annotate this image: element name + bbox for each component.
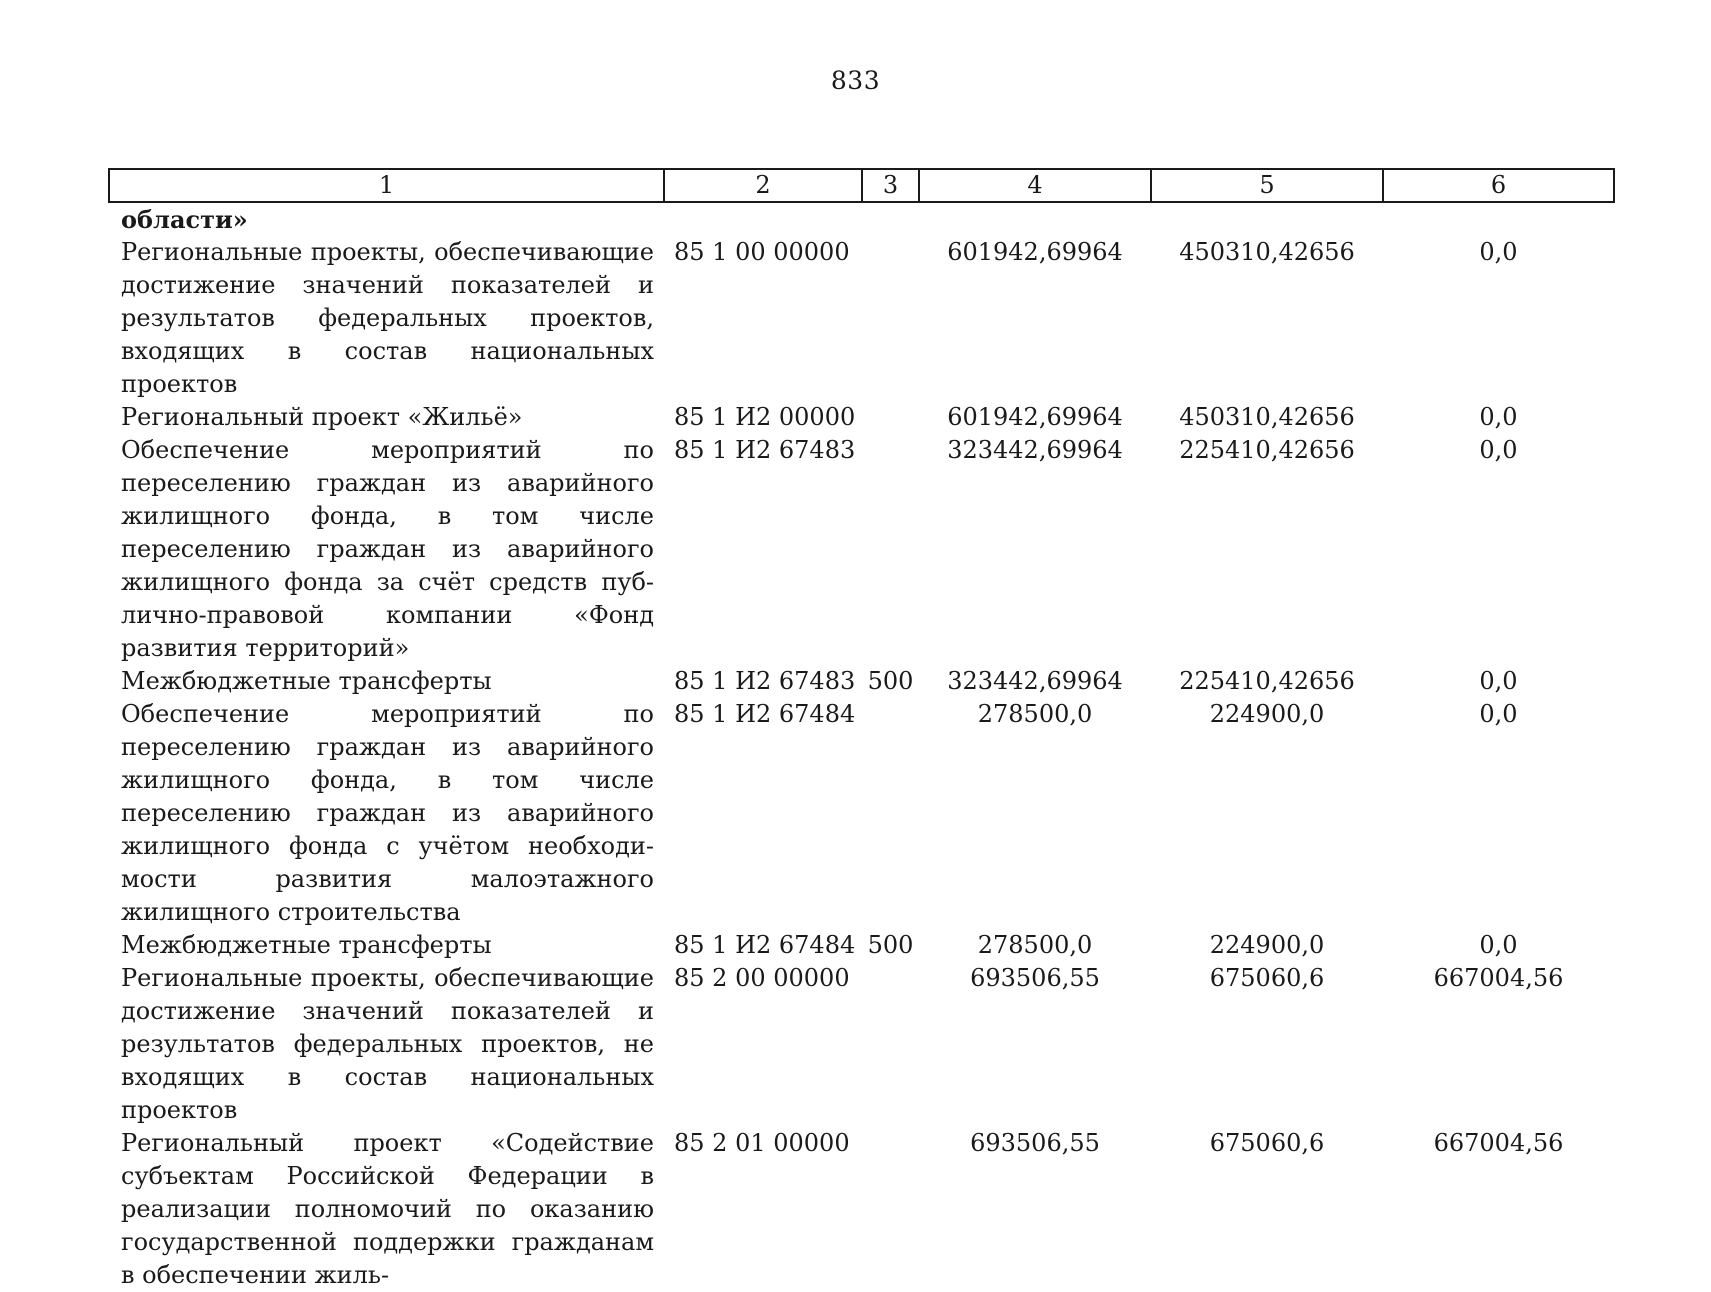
row-value-col4: 323442,69964 bbox=[947, 436, 1123, 464]
row-expense-type: 500 bbox=[867, 931, 914, 959]
row-name: Межбюджетные трансферты bbox=[121, 667, 492, 695]
row-value-col5: 225410,42656 bbox=[1179, 667, 1355, 695]
row-code: 85 1 И2 00000 bbox=[674, 403, 856, 431]
row-value-col6 bbox=[1383, 202, 1614, 236]
row-value-col6: 0,0 bbox=[1479, 931, 1518, 959]
row-value-col4: 278500,0 bbox=[977, 700, 1093, 728]
row-name: области» bbox=[121, 205, 248, 234]
row-expense-type bbox=[862, 401, 919, 434]
row-value-col4: 323442,69964 bbox=[947, 667, 1123, 695]
row-value-col6: 0,0 bbox=[1479, 403, 1518, 431]
row-name: Обеспечение мероприятий по переселению граждан из аварийного жилищного фонда, в том числе переселению граждан из аварийного жилищного фонда с учётом необходимости развития малоэтажного жилищного строительства bbox=[121, 700, 654, 926]
row-value-col5: 225410,42656 bbox=[1179, 436, 1355, 464]
row-name: Региональный проект «Содействие субъектам Российской Федерации в реализации полномочий по оказанию государственной поддержки гражданам в обеспечении жиль- bbox=[121, 1129, 654, 1289]
row-code: 85 1 И2 67484 bbox=[674, 700, 856, 728]
row-expense-type bbox=[862, 698, 919, 929]
row-value-col5: 224900,0 bbox=[1209, 700, 1325, 728]
row-name: Межбюджетные трансферты bbox=[121, 931, 492, 959]
row-name: Региональные проекты, обеспечивающие достижение значений показателей и результатов федеральных проектов, входящих в состав национальных проектов bbox=[121, 238, 654, 398]
row-code: 85 2 01 00000 bbox=[674, 1129, 850, 1157]
row-expense-type bbox=[862, 236, 919, 401]
row-expense-type bbox=[862, 1127, 919, 1292]
budget-table bbox=[108, 168, 1615, 1292]
row-value-col4 bbox=[919, 202, 1151, 236]
row-value-col5: 450310,42656 bbox=[1179, 238, 1355, 266]
row-code: 85 1 И2 67483 bbox=[674, 436, 856, 464]
column-number-1: 1 bbox=[109, 169, 664, 202]
row-code: 85 1 И2 67483 bbox=[674, 667, 856, 695]
row-value-col6: 667004,56 bbox=[1433, 1129, 1564, 1157]
row-value-col6: 667004,56 bbox=[1433, 964, 1564, 992]
table-row bbox=[109, 202, 1614, 236]
table-body bbox=[109, 202, 1614, 1292]
row-expense-type bbox=[862, 434, 919, 665]
column-number-3: 3 bbox=[862, 169, 919, 202]
column-number-4: 4 bbox=[919, 169, 1151, 202]
table-row bbox=[109, 1127, 1614, 1292]
table-row bbox=[109, 962, 1614, 1127]
row-value-col6: 0,0 bbox=[1479, 238, 1518, 266]
row-code bbox=[664, 202, 862, 236]
table-header bbox=[109, 169, 1614, 202]
row-name: Обеспечение мероприятий по переселению граждан из аварийного жилищного фонда, в том числе переселению граждан из аварийного жилищного фонда за счёт средств публично-правовой компании «Фонд развития территорий» bbox=[121, 436, 654, 662]
row-value-col6: 0,0 bbox=[1479, 436, 1518, 464]
table-row bbox=[109, 236, 1614, 401]
row-name: Региональный проект «Жильё» bbox=[121, 403, 523, 431]
row-value-col5: 450310,42656 bbox=[1179, 403, 1355, 431]
row-name: Региональные проекты, обеспечивающие достижение значений показателей и результатов федеральных проектов, не входящих в состав национальных проектов bbox=[121, 964, 654, 1124]
row-expense-type bbox=[862, 962, 919, 1127]
row-code: 85 2 00 00000 bbox=[674, 964, 850, 992]
table-row bbox=[109, 401, 1614, 434]
row-value-col5: 675060,6 bbox=[1209, 1129, 1325, 1157]
row-expense-type bbox=[862, 202, 919, 236]
header-row bbox=[109, 169, 1614, 202]
row-value-col5 bbox=[1151, 202, 1383, 236]
row-value-col4: 278500,0 bbox=[977, 931, 1093, 959]
column-number-2: 2 bbox=[664, 169, 862, 202]
table-row bbox=[109, 929, 1614, 962]
row-value-col5: 224900,0 bbox=[1209, 931, 1325, 959]
table-row bbox=[109, 665, 1614, 698]
row-value-col5: 675060,6 bbox=[1209, 964, 1325, 992]
row-code: 85 1 00 00000 bbox=[674, 238, 850, 266]
row-expense-type: 500 bbox=[867, 667, 914, 695]
table-row bbox=[109, 698, 1614, 929]
row-code: 85 1 И2 67484 bbox=[674, 931, 856, 959]
row-value-col4: 693506,55 bbox=[970, 1129, 1100, 1157]
page-number: 833 bbox=[830, 66, 881, 95]
column-number-5: 5 bbox=[1151, 169, 1383, 202]
row-value-col4: 693506,55 bbox=[970, 964, 1100, 992]
row-value-col4: 601942,69964 bbox=[947, 403, 1123, 431]
row-value-col4: 601942,69964 bbox=[947, 238, 1123, 266]
table-row bbox=[109, 434, 1614, 665]
row-value-col6: 0,0 bbox=[1479, 700, 1518, 728]
row-value-col6: 0,0 bbox=[1479, 667, 1518, 695]
column-number-6: 6 bbox=[1383, 169, 1614, 202]
